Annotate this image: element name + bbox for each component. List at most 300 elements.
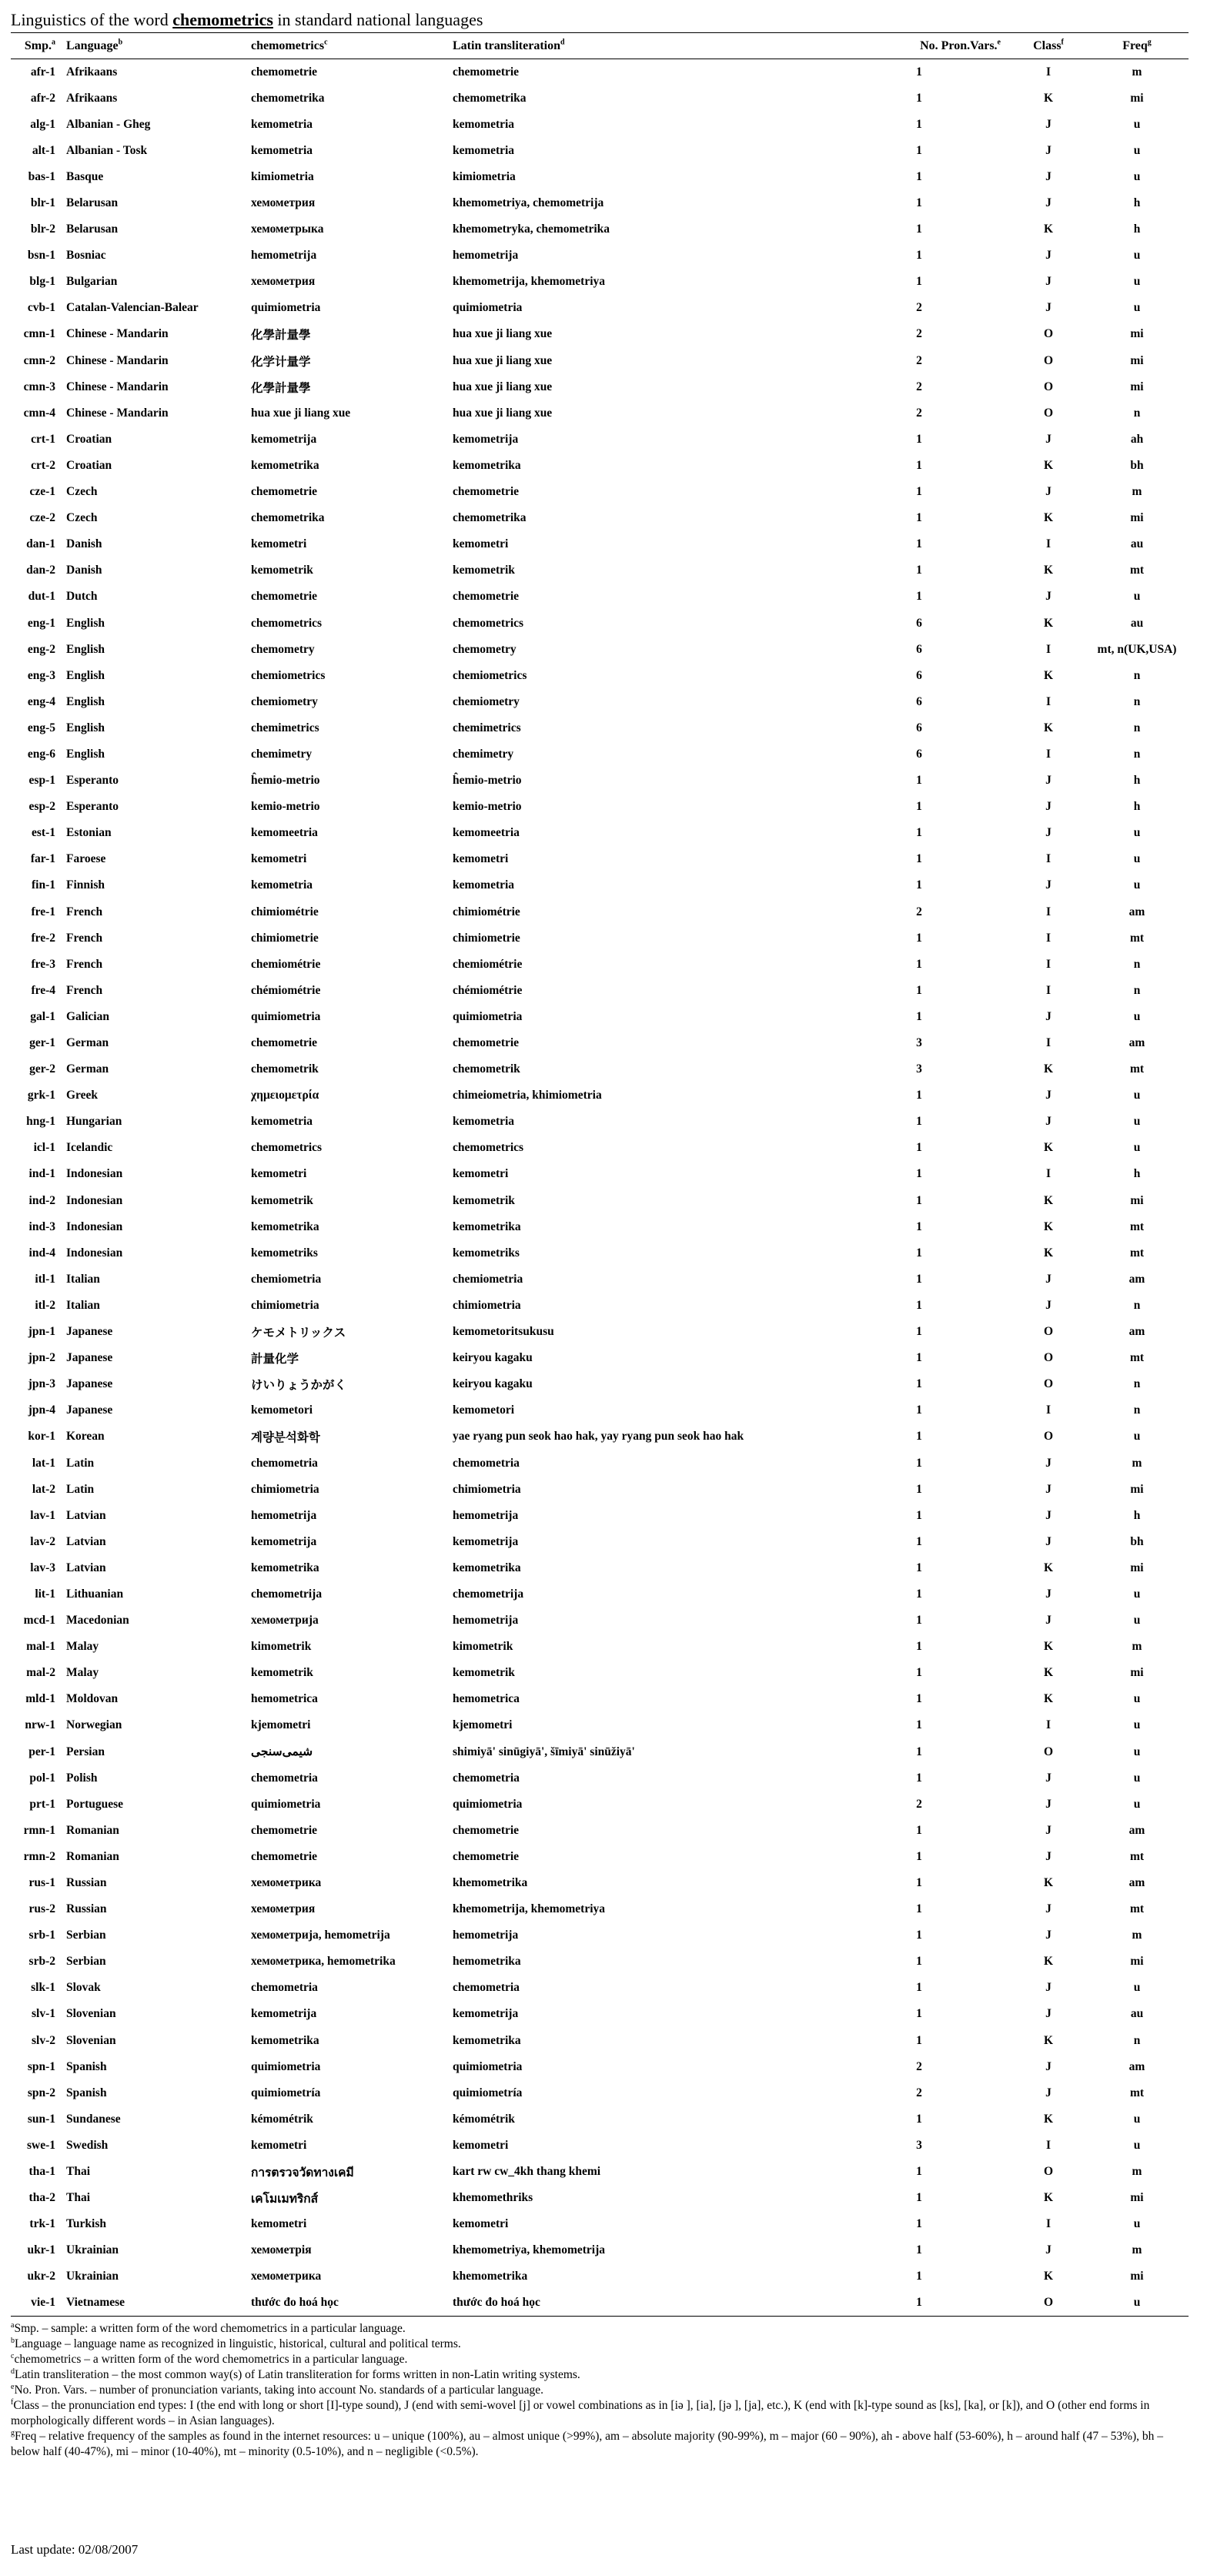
cell-latin-transliteration: chimiometria	[453, 1298, 521, 1312]
cell-word-form: хемометрия	[251, 275, 316, 289]
cell-latin-transliteration: chemometrie	[453, 65, 520, 79]
cell-word-form: quimiometria	[251, 301, 321, 315]
cell-word-form: chemometrika	[251, 91, 325, 105]
cell-language: Finnish	[66, 878, 105, 892]
table-row	[11, 85, 1189, 112]
cell-freq: mi	[1130, 91, 1144, 105]
cell-language: Afrikaans	[66, 91, 118, 105]
cell-latin-transliteration: ĥemio-metrio	[453, 774, 522, 788]
cell-language: Latin	[66, 1482, 95, 1496]
cell-word-form: kemometri	[251, 537, 307, 551]
cell-language: Belarusan	[66, 196, 119, 210]
cell-language: Malay	[66, 1666, 99, 1680]
cell-class: K	[1043, 1692, 1054, 1706]
cell-freq: mt	[1129, 1351, 1145, 1365]
cell-pron-vars: 2	[916, 2086, 922, 2099]
cell-class: J	[1045, 143, 1052, 157]
cell-class: K	[1043, 2270, 1054, 2283]
cell-sample-id: bsn-1	[27, 249, 55, 263]
cell-latin-transliteration: quimiometría	[453, 2086, 523, 2099]
cell-language: English	[66, 616, 105, 630]
cell-class: J	[1045, 432, 1052, 446]
cell-pron-vars: 1	[916, 117, 922, 131]
cell-language: Norwegian	[66, 1718, 122, 1732]
cell-language: Japanese	[66, 1403, 113, 1417]
cell-language: Danish	[66, 537, 102, 551]
cell-word-form: chemometria	[251, 1771, 318, 1785]
cell-language: Persian	[66, 1745, 105, 1758]
cell-latin-transliteration: kemometriks	[453, 1246, 520, 1260]
cell-language: Thai	[66, 2191, 91, 2205]
cell-class: K	[1043, 616, 1054, 630]
cell-pron-vars: 1	[916, 1666, 922, 1680]
table-header	[11, 33, 1189, 59]
cell-pron-vars: 6	[916, 616, 922, 630]
cell-pron-vars: 1	[916, 931, 922, 945]
cell-freq: u	[1133, 1430, 1141, 1444]
table-row	[11, 295, 1189, 321]
cell-pron-vars: 1	[916, 1325, 922, 1339]
cell-language: Indonesian	[66, 1219, 123, 1233]
footnote-text: chemometrics – a written form of the word chemometrics in a particular language.	[14, 2353, 408, 2367]
cell-sample-id: eng-6	[27, 747, 55, 761]
cell-word-form: 化学计量学	[251, 355, 311, 369]
cell-freq: mt, n(UK,USA)	[1097, 642, 1177, 656]
cell-pron-vars: 1	[916, 1745, 922, 1758]
cell-language: Japanese	[66, 1325, 113, 1339]
table-row	[11, 952, 1189, 978]
cell-word-form: kemio-metrio	[251, 800, 320, 814]
cell-sample-id: cmn-2	[23, 353, 55, 367]
cell-language: Bulgarian	[66, 275, 118, 289]
cell-pron-vars: 1	[916, 774, 922, 788]
cell-latin-transliteration: kemometri	[453, 537, 509, 551]
cell-pron-vars: 1	[916, 1981, 922, 1995]
cell-freq: u	[1133, 301, 1141, 315]
table-row	[11, 400, 1189, 427]
cell-pron-vars: 1	[916, 1614, 922, 1628]
cell-pron-vars: 1	[916, 458, 922, 472]
cell-language: Chinese - Mandarin	[66, 353, 169, 367]
cell-language: Spanish	[66, 2059, 107, 2073]
cell-pron-vars: 1	[916, 1849, 922, 1863]
table-row	[11, 1503, 1189, 1529]
cell-word-form: hua xue ji liang xue	[251, 406, 351, 420]
cell-sample-id: esp-1	[28, 774, 55, 788]
cell-language: English	[66, 668, 105, 682]
cell-pron-vars: 1	[916, 2217, 922, 2231]
cell-language: Esperanto	[66, 774, 119, 788]
table-row	[11, 1397, 1189, 1423]
cell-latin-transliteration: chemometrika	[453, 91, 527, 105]
cell-latin-transliteration: quimiometria	[453, 1009, 523, 1023]
cell-word-form: kemometria	[251, 143, 313, 157]
cell-word-form: kemometria	[251, 117, 313, 131]
table-row	[11, 2159, 1189, 2185]
cell-sample-id: per-1	[28, 1745, 55, 1758]
cell-freq: mi	[1130, 1955, 1144, 1969]
cell-sample-id: mal-2	[26, 1666, 55, 1680]
cell-language: Moldovan	[66, 1692, 119, 1706]
cell-sample-id: lit-1	[35, 1587, 55, 1601]
cell-class: J	[1045, 1272, 1052, 1286]
table-row	[11, 584, 1189, 610]
table-row	[11, 59, 1189, 85]
cell-language: Serbian	[66, 1955, 106, 1969]
cell-language: Slovak	[66, 1981, 101, 1995]
cell-latin-transliteration: khemometrika	[453, 2270, 528, 2283]
cell-sample-id: tha-1	[28, 2165, 55, 2179]
title-word: chemometrics	[172, 10, 273, 29]
cell-language: Italian	[66, 1272, 100, 1286]
footnote	[11, 2367, 1189, 2383]
cell-language: Latvian	[66, 1534, 106, 1548]
cell-pron-vars: 1	[916, 1718, 922, 1732]
cell-word-form: хемометрика	[251, 2270, 322, 2283]
cell-sample-id: kor-1	[28, 1430, 55, 1444]
cell-sample-id: ind-2	[28, 1193, 55, 1207]
cell-language: Slovenian	[66, 2007, 116, 2021]
cell-freq: mi	[1130, 1561, 1144, 1574]
cell-latin-transliteration: khemometrija, khemometriya	[453, 275, 606, 289]
cell-sample-id: swe-1	[26, 2138, 55, 2152]
cell-latin-transliteration: thước đo hoá học	[453, 2290, 827, 2316]
cell-word-form: kemometori	[251, 1403, 313, 1417]
cell-sample-id: trk-1	[29, 2217, 55, 2231]
cell-freq: am	[1128, 1823, 1145, 1837]
cell-word-form: chemiometrics	[251, 668, 326, 682]
cell-word-form: chemometria	[251, 1981, 318, 1995]
cell-word-form: chemometrika	[251, 511, 325, 525]
cell-sample-id: blg-1	[29, 275, 55, 289]
table-row	[11, 1293, 1189, 1319]
table-row	[11, 2263, 1189, 2290]
cell-freq: u	[1133, 1587, 1141, 1601]
cell-class: J	[1045, 800, 1052, 814]
cell-class: J	[1045, 1981, 1052, 1995]
cell-freq: u	[1133, 249, 1141, 263]
cell-language: German	[66, 1062, 109, 1076]
footnote-mark: c	[11, 2351, 15, 2360]
footnote-text: Latin transliteration – the most common way(s) of Latin transliteration for forms written in non-Latin writing systems.	[15, 2368, 580, 2382]
cell-latin-transliteration: chemometrija	[453, 1587, 524, 1601]
cell-freq: mt	[1129, 1062, 1145, 1076]
table-row	[11, 1082, 1189, 1109]
cell-latin-transliteration: kemometrika	[453, 1561, 521, 1574]
cell-latin-transliteration: hemometrija	[453, 1929, 519, 1942]
cell-class: O	[1043, 1351, 1054, 1365]
cell-sample-id: fre-4	[31, 983, 55, 997]
cell-latin-transliteration: chemiométrie	[453, 957, 523, 971]
cell-freq: ah	[1130, 432, 1144, 446]
table-row	[11, 1109, 1189, 1135]
cell-pron-vars: 1	[916, 1403, 922, 1417]
cell-latin-transliteration: chemometrie	[453, 1849, 520, 1863]
cell-pron-vars: 1	[916, 957, 922, 971]
footnote-mark: f	[1061, 38, 1064, 47]
table-row	[11, 269, 1189, 295]
cell-word-form: thước đo hoá học	[251, 2290, 453, 2316]
footnote-mark: b	[11, 2336, 15, 2345]
cell-sample-id: vie-1	[11, 2290, 66, 2316]
cell-latin-transliteration: khemometriya, khemometrija	[453, 2243, 606, 2257]
cell-language: Portuguese	[66, 1797, 124, 1811]
cell-pron-vars: 1	[916, 1167, 922, 1181]
cell-sample-id: itl-2	[35, 1298, 55, 1312]
cell-word-form: quimiometria	[251, 1797, 321, 1811]
cell-class: K	[1043, 1219, 1054, 1233]
cell-latin-transliteration: chemometrics	[453, 1141, 524, 1155]
cell-word-form: kemometrija	[251, 2007, 317, 2021]
cell-sample-id: crt-1	[31, 432, 55, 446]
cell-word-form: хемометрика, hemometrika	[251, 1955, 396, 1969]
cell-pron-vars: 1	[916, 2033, 922, 2047]
cell-language: French	[66, 931, 103, 945]
cell-latin-transliteration: chemometrie	[453, 485, 520, 499]
cell-latin-transliteration: quimiometria	[453, 1797, 523, 1811]
cell-sample-id: fre-3	[31, 957, 55, 971]
cell-freq: h	[1133, 1508, 1141, 1522]
cell-class: I	[1045, 957, 1052, 971]
cell-sample-id: afr-1	[30, 65, 55, 79]
document	[11, 8, 1189, 2460]
table-row	[11, 1870, 1189, 1896]
cell-class: J	[1045, 1456, 1052, 1470]
cell-freq: mt	[1129, 2086, 1145, 2099]
footnote-mark: e	[11, 2382, 15, 2391]
cell-latin-transliteration: kemometri	[453, 1167, 509, 1181]
cell-word-form: شیمی‌سنجی	[251, 1745, 313, 1759]
cell-sample-id: icl-1	[33, 1141, 55, 1155]
table-row	[11, 1161, 1189, 1187]
cell-language: Esperanto	[66, 800, 119, 814]
cell-latin-transliteration: kemometoritsukusu	[453, 1325, 554, 1339]
cell-pron-vars: 6	[916, 747, 922, 761]
cell-sample-id: cmn-1	[23, 327, 55, 341]
cell-freq: u	[1133, 1981, 1141, 1995]
cell-word-form: chemometrie	[251, 590, 318, 604]
cell-latin-transliteration: khemometryka, chemometrika	[453, 222, 610, 236]
cell-class: K	[1043, 564, 1054, 577]
table-row	[11, 164, 1189, 190]
cell-language: Malay	[66, 1640, 99, 1654]
cell-sample-id: nrw-1	[25, 1718, 55, 1732]
cell-latin-transliteration: hemometrica	[453, 1692, 520, 1706]
cell-freq: n	[1133, 668, 1141, 682]
cell-freq: am	[1128, 1272, 1145, 1286]
cell-latin-transliteration: kemomeetria	[453, 826, 520, 840]
cell-language: French	[66, 905, 103, 918]
cell-pron-vars: 1	[916, 1929, 922, 1942]
cell-sample-id: pol-1	[29, 1771, 55, 1785]
column-label: Latin transliteration	[453, 38, 560, 52]
cell-sample-id: eng-5	[27, 721, 55, 734]
cell-word-form: kemometrika	[251, 1219, 319, 1233]
cell-word-form: chemometrics	[251, 1141, 323, 1155]
cell-word-form: хемометрика	[251, 1876, 322, 1890]
footnote-mark: e	[997, 38, 1001, 47]
table-row	[11, 1896, 1189, 1922]
cell-freq: mt	[1129, 931, 1145, 945]
cell-sample-id: ind-1	[28, 1167, 55, 1181]
cell-class: K	[1043, 1246, 1054, 1260]
cell-word-form: chemometrie	[251, 65, 318, 79]
table-row	[11, 1135, 1189, 1161]
column-header-smp	[11, 33, 66, 59]
cell-word-form: chemimetrics	[251, 721, 319, 734]
cell-sample-id: mal-1	[26, 1640, 55, 1654]
cell-class: K	[1043, 668, 1054, 682]
cell-freq: u	[1085, 2290, 1189, 2316]
cell-pron-vars: 1	[916, 2270, 922, 2283]
cell-class: J	[1045, 1797, 1052, 1811]
cell-word-form: chemometrie	[251, 1849, 318, 1863]
cell-latin-transliteration: kemometrika	[453, 458, 521, 472]
cell-latin-transliteration: khemometrika	[453, 1876, 528, 1890]
cell-word-form: chemometrie	[251, 1823, 318, 1837]
cell-pron-vars: 1	[916, 826, 922, 840]
cell-word-form: 化學計量學	[251, 381, 311, 395]
cell-sample-id: fre-1	[31, 905, 55, 918]
cell-sample-id: dan-2	[26, 564, 55, 577]
cell-word-form: quimiometría	[251, 2086, 321, 2099]
cell-latin-transliteration: kemometrija	[453, 432, 519, 446]
column-label: Freq	[1122, 38, 1148, 52]
cell-latin-transliteration: kimometrik	[453, 1640, 513, 1654]
cell-pron-vars: 3	[916, 1036, 922, 1050]
cell-class: I	[1045, 2138, 1052, 2152]
cell-freq: mi	[1130, 380, 1144, 393]
table-row	[11, 1975, 1189, 2001]
cell-language: Ukrainian	[66, 2270, 119, 2283]
cell-language: French	[66, 983, 103, 997]
table-row	[11, 2001, 1189, 2027]
cell-freq: n	[1133, 1377, 1141, 1391]
table-row	[11, 978, 1189, 1004]
cell-word-form: хемометрия	[251, 1902, 316, 1916]
table-row	[11, 741, 1189, 768]
cell-language: Czech	[66, 485, 98, 499]
table-row	[11, 1319, 1189, 1345]
footnote-mark: g	[1147, 38, 1152, 47]
cell-class: O	[1043, 1377, 1054, 1391]
cell-pron-vars: 6	[916, 694, 922, 708]
footnote-mark: a	[11, 2320, 15, 2330]
cell-language: Japanese	[66, 1351, 113, 1365]
cell-latin-transliteration: keiryou kagaku	[453, 1377, 533, 1391]
cell-sample-id: ger-1	[29, 1036, 55, 1050]
cell-freq: m	[1132, 2243, 1142, 2257]
table-row	[11, 1818, 1189, 1844]
cell-word-form: chemometry	[251, 642, 315, 656]
cell-freq: u	[1133, 275, 1141, 289]
table-row	[11, 794, 1189, 820]
cell-sample-id: lav-3	[30, 1561, 55, 1574]
cell-latin-transliteration: kemometrika	[453, 2033, 521, 2047]
cell-language: Hungarian	[66, 1115, 122, 1129]
cell-word-form: kemomeetria	[251, 826, 318, 840]
cell-latin-transliteration: kart rw cw_4kh thang khemi	[453, 2165, 601, 2179]
cell-freq: u	[1133, 143, 1141, 157]
cell-latin-transliteration: chemometrika	[453, 511, 527, 525]
table-row	[11, 820, 1189, 846]
cell-pron-vars: 2	[916, 353, 922, 367]
cell-sample-id: cze-1	[29, 485, 55, 499]
cell-latin-transliteration: chemometria	[453, 1981, 520, 1995]
cell-class: J	[1045, 1508, 1052, 1522]
cell-latin-transliteration: hua xue ji liang xue	[453, 406, 553, 420]
cell-pron-vars: 1	[916, 1771, 922, 1785]
cell-word-form: хемометрыка	[251, 222, 324, 236]
cell-pron-vars: 1	[916, 511, 922, 525]
cell-class: I	[1045, 905, 1052, 918]
table-row	[11, 2106, 1189, 2133]
cell-word-form: kemometri	[251, 1167, 307, 1181]
cell-word-form: chemometria	[251, 1456, 318, 1470]
cell-freq: am	[1128, 905, 1145, 918]
table-row	[11, 1791, 1189, 1818]
cell-word-form: kemometrika	[251, 2033, 319, 2047]
cell-language: Chinese - Mandarin	[66, 380, 169, 393]
table-row	[11, 925, 1189, 952]
cell-freq: au	[1130, 2007, 1144, 2021]
cell-class: I	[1045, 694, 1052, 708]
cell-latin-transliteration: chimiometrie	[453, 931, 520, 945]
cell-class: I	[1045, 747, 1052, 761]
cell-pron-vars: 1	[916, 1193, 922, 1207]
cell-class: K	[1043, 2112, 1054, 2126]
cell-pron-vars: 1	[916, 2243, 922, 2257]
cell-word-form: chemometrie	[251, 485, 318, 499]
cell-language: Croatian	[66, 458, 112, 472]
cell-pron-vars: 1	[916, 1089, 922, 1102]
cell-sample-id: spn-2	[27, 2086, 55, 2099]
cell-freq: u	[1133, 826, 1141, 840]
cell-pron-vars: 1	[916, 2007, 922, 2021]
cell-freq: au	[1130, 616, 1144, 630]
column-header-pron-vars	[827, 33, 1011, 59]
cell-sample-id: blr-1	[30, 196, 55, 210]
cell-freq: n	[1133, 721, 1141, 734]
cell-latin-transliteration: kemio-metrio	[453, 800, 522, 814]
cell-word-form: けいりょうかがく	[251, 1379, 347, 1393]
cell-sample-id: bas-1	[28, 169, 55, 183]
table-row	[11, 479, 1189, 505]
cell-word-form: kemometrika	[251, 1561, 319, 1574]
cell-class: J	[1045, 1115, 1052, 1129]
table-row	[11, 715, 1189, 741]
cell-word-form: chemometrija	[251, 1587, 323, 1601]
table-row	[11, 846, 1189, 872]
cell-sample-id: eng-1	[27, 616, 55, 630]
cell-word-form: chimiometria	[251, 1482, 319, 1496]
cell-pron-vars: 2	[916, 905, 922, 918]
cell-class: I	[1045, 1167, 1052, 1181]
table-row	[11, 1634, 1189, 1660]
table-row	[11, 1214, 1189, 1240]
cell-pron-vars: 2	[916, 327, 922, 341]
cell-pron-vars: 1	[916, 2191, 922, 2205]
cell-language: Italian	[66, 1298, 100, 1312]
cell-pron-vars: 1	[916, 1298, 922, 1312]
cell-sample-id: slv-1	[32, 2007, 55, 2021]
cell-latin-transliteration: kemometrik	[453, 1666, 515, 1680]
table-row	[11, 321, 1189, 347]
cell-word-form: хемометрија	[251, 1614, 319, 1628]
cell-language: French	[66, 957, 103, 971]
cell-sample-id: ind-4	[28, 1246, 55, 1260]
cell-sample-id: slk-1	[31, 1981, 55, 1995]
